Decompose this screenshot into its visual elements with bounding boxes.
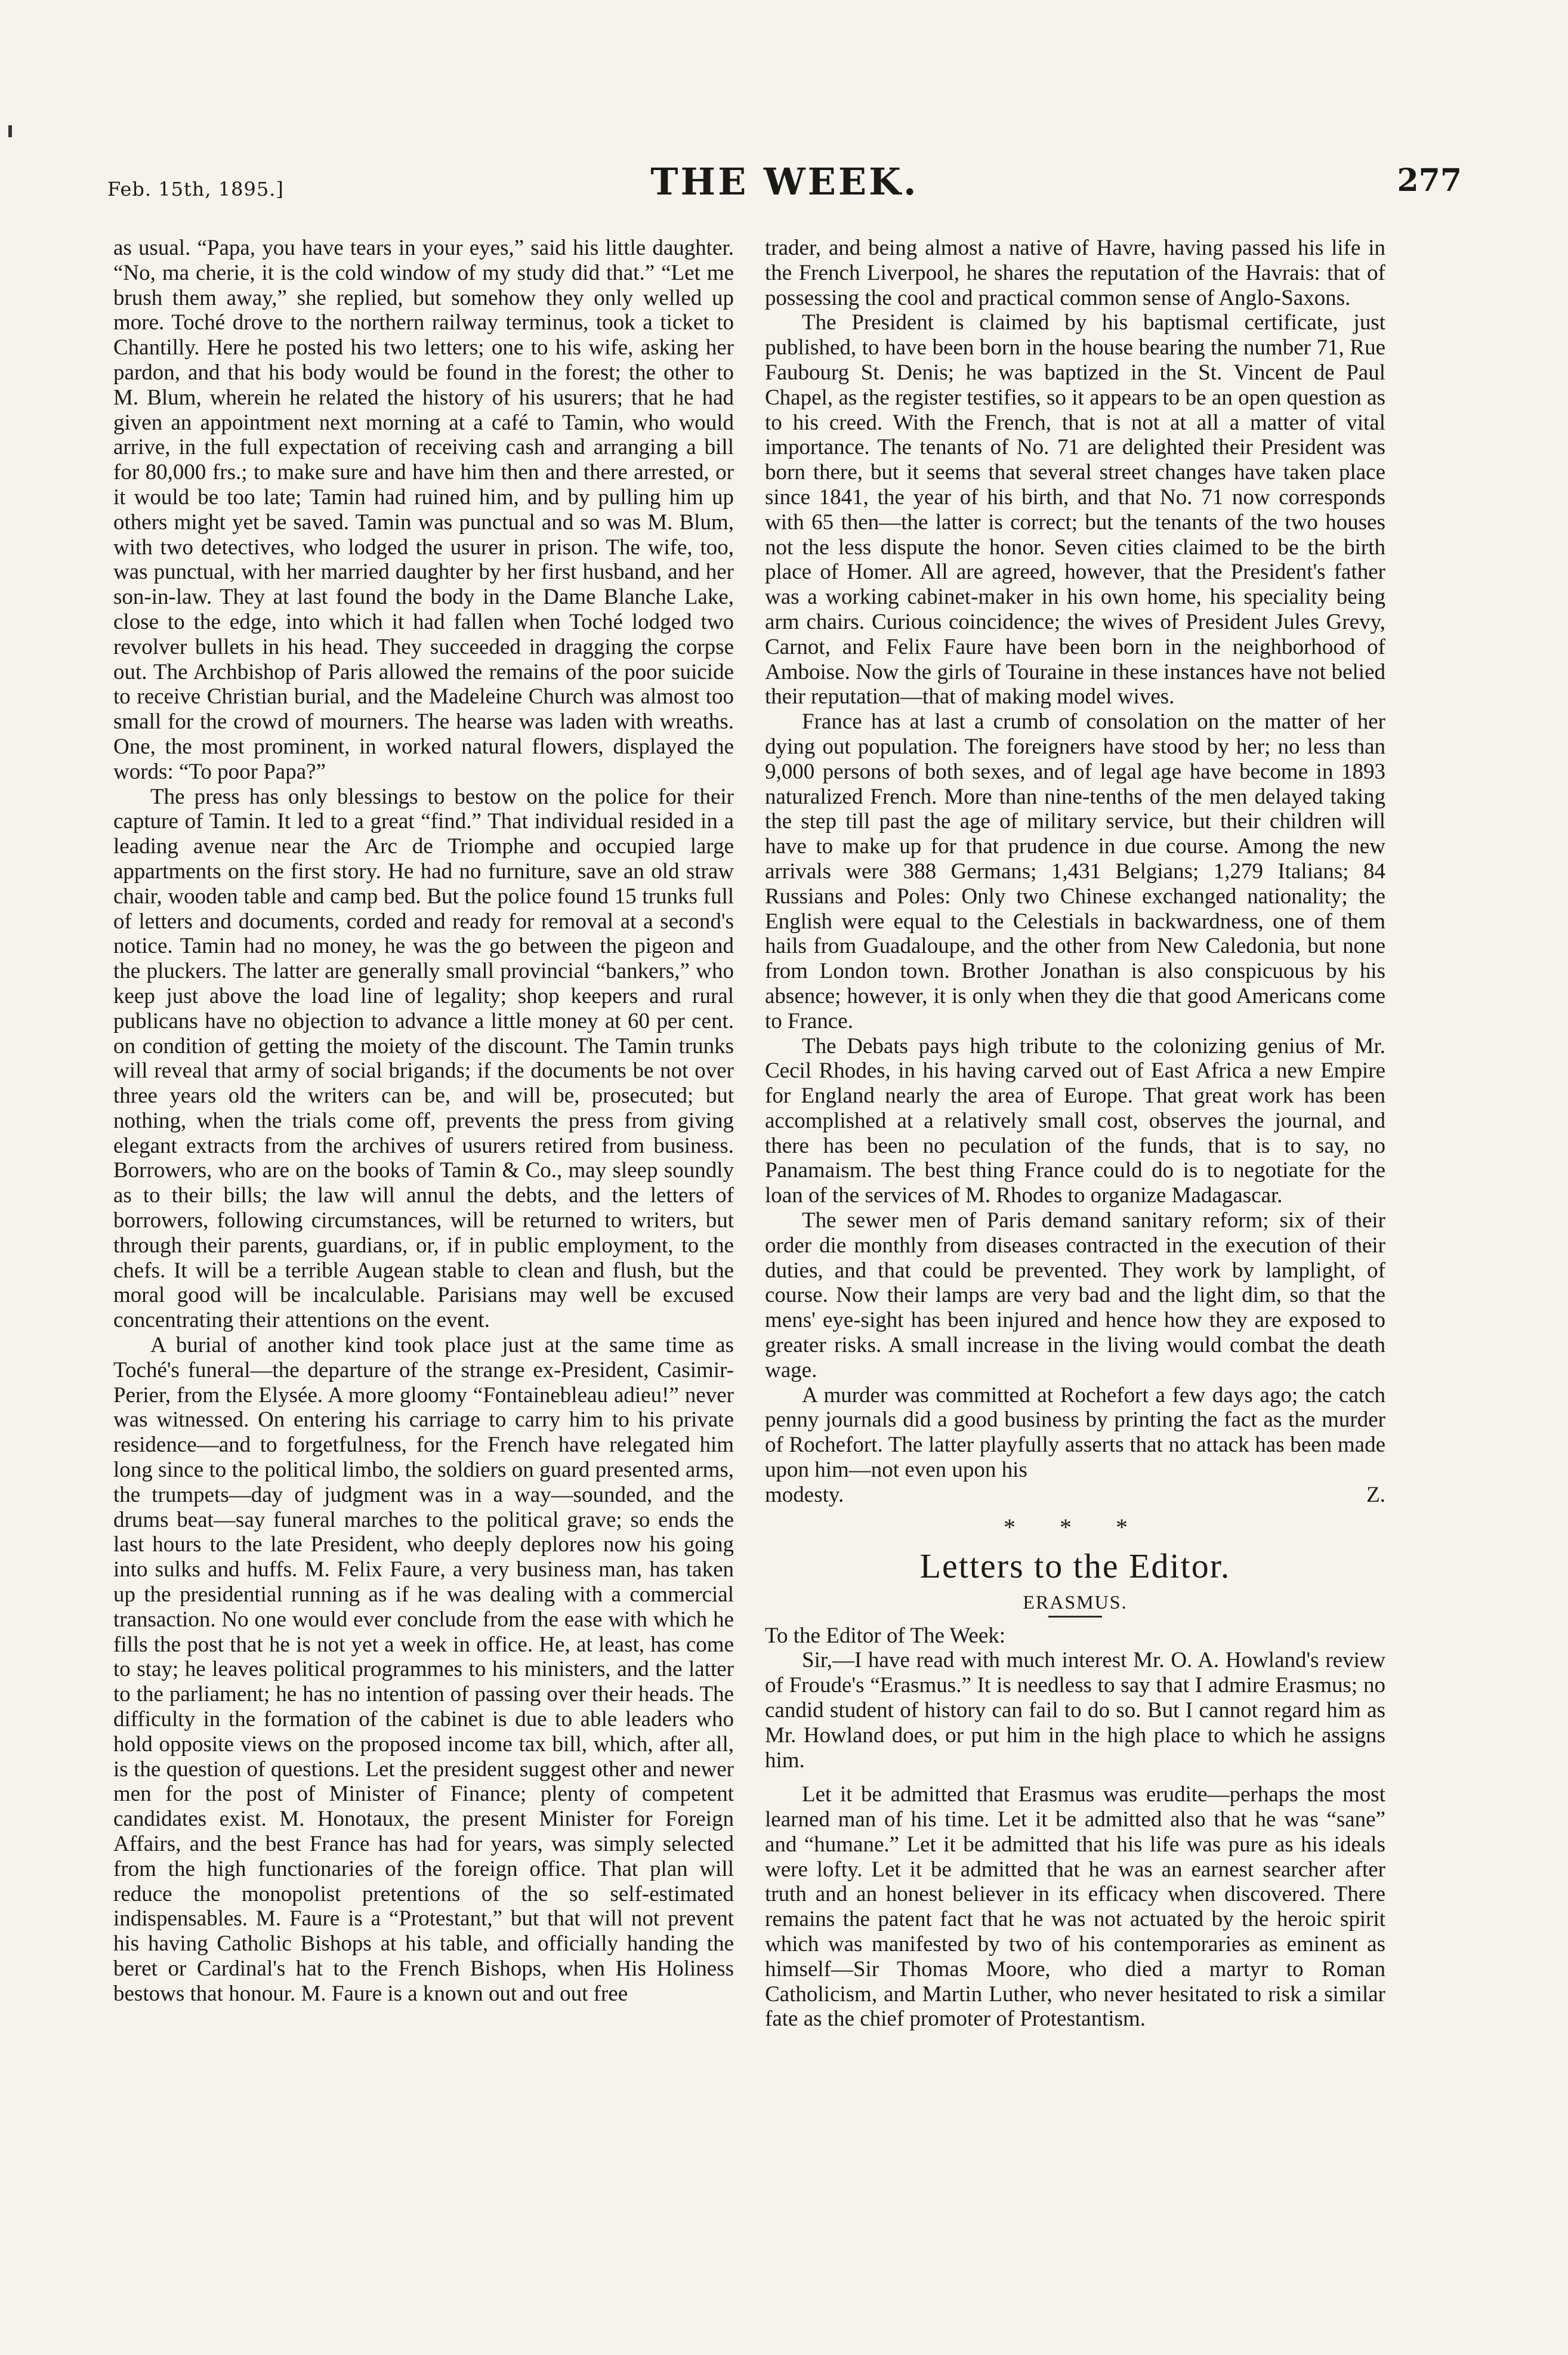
right-paragraph-3: France has at last a crumb of consolation on the matter of her dying out population. The foreigners have stood by her; no less than 9,000 persons of both sexes, and of legal age have become in 1893 naturalized French. More than nine-tenths of the men delayed taking the step till past the age of military service, but their children will have to make up for that prudence in due course. Among the new arrivals were 388 Germans; 1,431 Belgians; 1,279 Italians; 84 Russians and Poles: Only two Chinese exchanged nationality; the English were equal to the Celestials in backwardness, one of them hails from Guadaloupe, and the other from New Caledonia, but none from London town. Brother Jonathan is also conspicuous by his absence; however, it is only when they die that good Americans come to France.: [765, 709, 1385, 1033]
left-paragraph-3: A burial of another kind took place just at the same time as Toché's funeral—the departure of the strange ex-President, Casimir-Perier, from the Elysée. A more gloomy “Fontainebleau adieu!” never was witnessed. On entering his carriage to carry him to his private residence—and to forgetfulness, for the French have relegated him long since to the political limbo, the soldiers on guard presented arms, the trumpets—day of judgment was in a way—sounded, and the drums beat—say funeral marches to the political grave; so ends the last hours to the late President, who deeply deplores now his going into sulks and huffs. M. Felix Faure, a very business man, has taken up the presidential running as if he was dealing with a commercial transaction. No one would ever conclude from the ease with which he fills the post that he is not yet a week in office. He, at least, has come to stay; he leaves political programmes to his ministers, and the latter to the parliament; he has no intention of passing over their heads. The difficulty in the formation of the cabinet is due to able leaders who hold opposite views on the proposed income tax bill, which, after all, is the question of questions. Let the president suggest other and newer men for the post of Minister of Finance; plenty of competent candidates exist. M. Honotaux, the present Minister for Foreign Affairs, and the best France has had for years, was simply selected from the high functionaries of the foreign office. That plan will reduce the monopolist pretentions of the so self-estimated indispensables. M. Faure is a “Protestant,” but that will not prevent his having Catholic Bishops at his table, and officially handing the beret or Cardinal's hat to the French Bishops, when His Holiness bestows that honour. M. Faure is a known out and out free: [113, 1333, 734, 2006]
letter-title: ERASMUS.: [1023, 1591, 1128, 1613]
left-paragraph-2: The press has only blessings to bestow on the police for their capture of Tamin. It led to a great “find.” That individual resided in a leading avenue near the Arc de Triomphe and occupied large appartments on the first story. He had no furniture, save an old straw chair, wooden table and camp bed. But the police found 15 trunks full of letters and documents, corded and ready for removal at a second's notice. Tamin had no money, he was the go between the pigeon and the pluckers. The latter are generally small provincial “bankers,” who keep just above the load line of legality; shop keepers and rural publicans have no objection to advance a little money at 60 per cent. on condition of getting the moiety of the discount. The Tamin trunks will reveal that army of social brigands; if the documents be not over three years old the writers can be, and will be, prosecuted; but nothing, when the trials come off, prevents the press from giving elegant extracts from the archives of usurers retired from business. Borrowers, who are on the books of Tamin & Co., may sleep soundly as to their bills; the law will annul the debts, and the letters of borrowers, following circumstances, will be returned to writers, but through their parents, guardians, or, if in public employment, to the chefs. It will be a terrible Augean stable to clean and flush, but the moral good will be incalculable. Parisians may well be excused concentrating their attentions on the event.: [113, 784, 734, 1333]
right-paragraph-4: The Debats pays high tribute to the colonizing genius of Mr. Cecil Rhodes, in his having carved out of East Africa a new Empire for England nearly the area of Europe. That great work has been accomplished at a relatively small cost, observes the journal, and there has been no peculation of the funds, that is to say, no Panamaism. The best thing France could do is to negotiate for the loan of the services of M. Rhodes to organize Madagascar.: [765, 1033, 1385, 1208]
page-header: [107, 160, 1462, 214]
section-title: Letters to the Editor.: [919, 1546, 1231, 1585]
signature-line: [765, 1483, 1385, 1508]
letter-paragraph-2: Let it be admitted that Erasmus was erudite—perhaps the most learned man of his time. Let it be admitted also that he was “sane” and “humane.” Let it be admitted that his life was pure as his ideals were lofty. Let it be admitted that he was an earnest searcher after truth and an honest believer in its efficacy when discovered. There remains the patent fact that he was not actuated by the heroic spirit which was manifested by two of his contemporaries as eminent as himself—Sir Thomas Moore, who died a martyr to Roman Catholicism, and Martin Luther, who never hesitated to risk a similar fate as the chief promoter of Protestantism.: [765, 1782, 1385, 2032]
section-separator: * * *: [1004, 1513, 1147, 1541]
right-paragraph-6: A murder was committed at Rochefort a few days ago; the catch penny journals did a good business by printing the fact as the murder of Rochefort. The latter playfully asserts that no attack has been made upon him—not even upon his: [765, 1382, 1385, 1483]
letter-paragraph-1: Sir,—I have read with much interest Mr. O. A. Howland's review of Froude's “Erasmus.” It is needless to say that I admire Erasmus; no candid student of history can fail to do so. But I cannot regard him as Mr. Howland does, or put him in the high place to which he assigns him.: [765, 1648, 1385, 1773]
page-number: 277: [1397, 162, 1462, 199]
right-paragraph-1: trader, and being almost a native of Havre, having passed his life in the French Liverpool, he shares the reputation of the Havrais: that of possessing the cool and practical common sense of Anglo-Saxons.: [765, 236, 1385, 310]
issue-date: Feb. 15th, 1895.]: [107, 178, 284, 200]
binding-mark: [8, 125, 12, 137]
closing-word: modesty.: [765, 1482, 844, 1507]
masthead-title: THE WEEK.: [650, 160, 919, 203]
left-column: [113, 236, 734, 2007]
title-rule: [1048, 1616, 1102, 1618]
right-paragraph-2: The President is claimed by his baptismal certificate, just published, to have been born in the house bearing the number 71, Rue Faubourg St. Denis; he was baptized in the St. Vincent de Paul Chapel, as the register testifies, so it appears to be an open question as to his creed. With the French, that is not at all a matter of vital importance. The tenants of No. 71 are delighted their President was born there, but it seems that several street changes have taken place since 1841, the year of his birth, and that No. 71 now corresponds with 65 then—the latter is correct; but the tenants of the two houses not the less dispute the honor. Seven cities claimed to be the birth place of Homer. All are agreed, however, that the President's father was a working cabinet-maker in his own home, his speciality being arm chairs. Curious coincidence; the wives of President Jules Grevy, Carnot, and Felix Faure have been born in the neighborhood of Amboise. Now the girls of Touraine in these instances have not belied their reputation—that of making model wives.: [765, 310, 1385, 709]
right-paragraph-5: The sewer men of Paris demand sanitary reform; six of their order die monthly from diseases contracted in the execution of their duties, and that could be prevented. They work by lamplight, of course. Now their lamps are very bad and the light dim, so that the mens' eye-sight has been injured and hence how they are exposed to greater risks. A small increase in the living would combat the death wage.: [765, 1208, 1385, 1382]
left-paragraph-1: as usual. “Papa, you have tears in your eyes,” said his little daughter. “No, ma cherie, it is the cold window of my study did that.” “Let me brush them away,” she replied, but somehow they only welled up more. Toché drove to the northern railway terminus, took a ticket to Chantilly. Here he posted his two letters; one to his wife, asking her pardon, and that his body would be found in the forest; the other to M. Blum, wherein he related the history of his usurers; that he had given an appointment next morning at a café to Tamin, who would arrive, in the full expectation of receiving cash and arranging a bill for 80,000 frs.; to make sure and have him then and there arrested, or it would be too late; Tamin had ruined him, and by pulling him up others might yet be saved. Tamin was punctual and so was M. Blum, with two detectives, who lodged the usurer in prison. The wife, too, was punctual, with her married daughter by her first husband, and her son-in-law. They at last found the body in the Dame Blanche Lake, close to the edge, into which it had fallen when Toché lodged two revolver bullets in his head. They succeeded in dragging the corpse out. The Archbishop of Paris allowed the remains of the poor suicide to receive Christian burial, and the Madeleine Church was almost too small for the crowd of mourners. The hearse was laden with wreaths. One, the most prominent, in worked natural flowers, displayed the words: “To poor Papa?”: [113, 236, 734, 784]
paragraph-gap: [765, 1773, 1385, 1782]
letter-addressee: To the Editor of The Week:: [765, 1623, 1006, 1648]
right-column: [765, 236, 1385, 2032]
author-signature: Z.: [1366, 1482, 1385, 1507]
